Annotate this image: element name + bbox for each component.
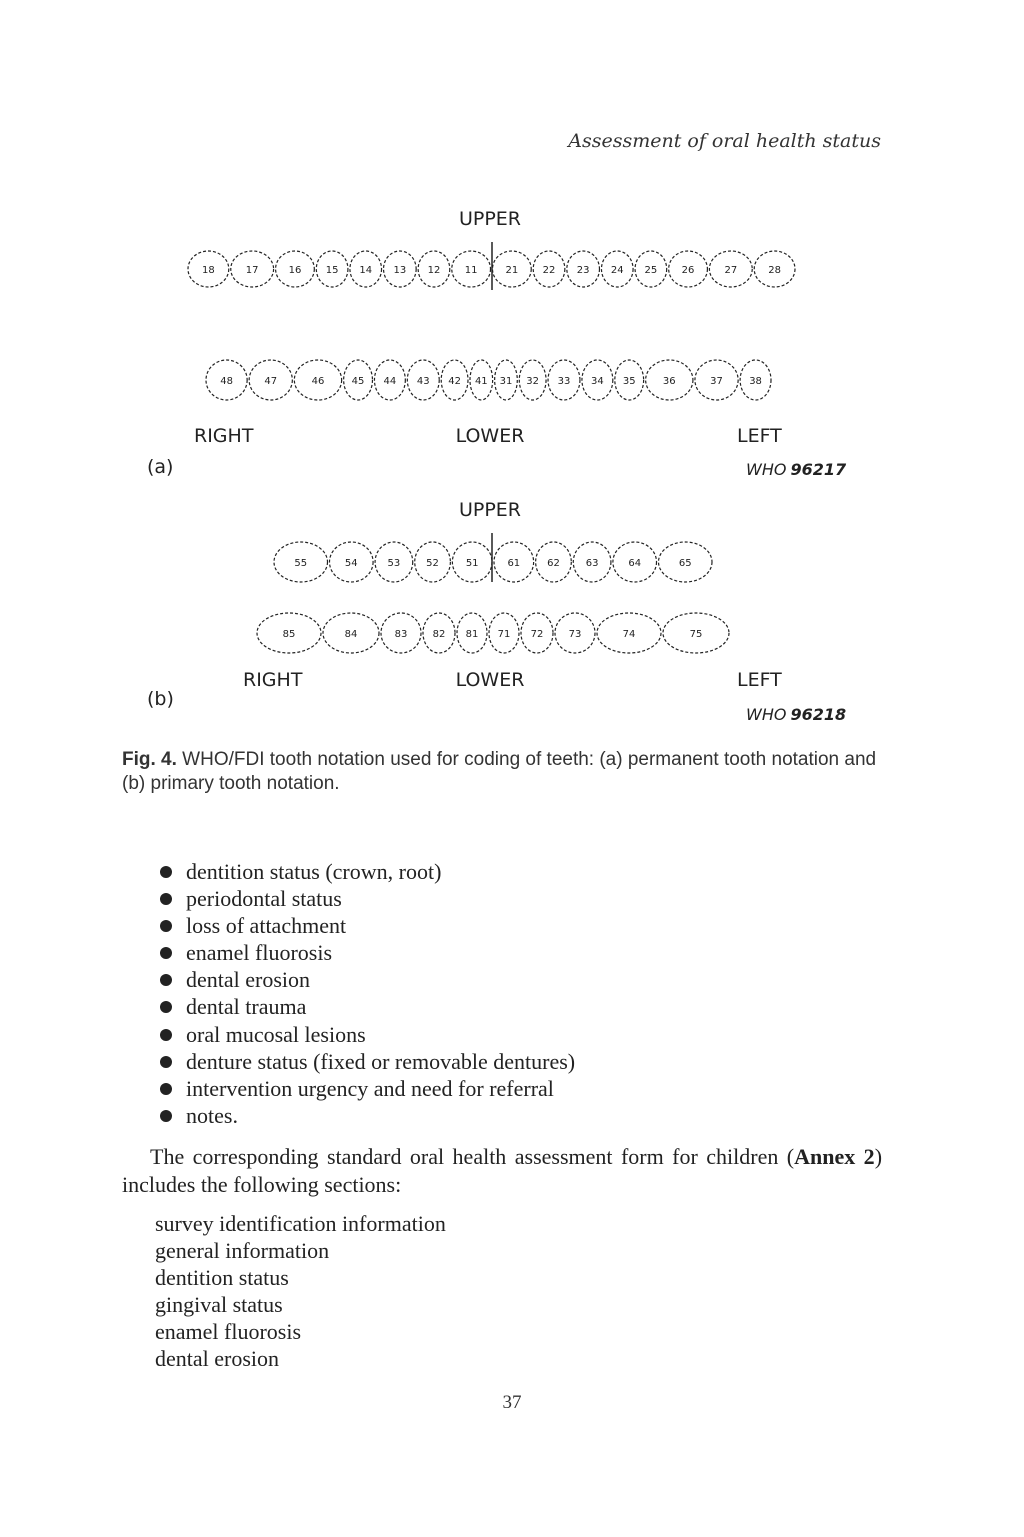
tooth-notation-figure	[0, 190, 1024, 740]
list-item: gingival status	[155, 1292, 283, 1318]
list-item: dentition status	[155, 1265, 289, 1291]
tooth-number: 28	[768, 265, 781, 276]
bullet-list	[160, 858, 575, 1129]
tooth-number: 64	[628, 558, 642, 569]
right-label-a: RIGHT	[194, 425, 254, 447]
lower-arch-a	[206, 360, 771, 400]
list-item: denture status (fixed or removable dentures)	[160, 1048, 575, 1075]
upper-arch-b	[274, 542, 712, 582]
tooth-number: 18	[202, 265, 215, 276]
tooth-number: 41	[474, 376, 488, 387]
body-paragraph: The corresponding standard oral health assessment form for children (Annex 2) includes the following sections:	[122, 1144, 883, 1197]
list-item: notes.	[160, 1102, 575, 1129]
page-number: 37	[502, 1392, 522, 1413]
annex-reference: Annex 2	[794, 1144, 875, 1169]
tooth-number: 35	[622, 376, 636, 387]
sections-list	[155, 1210, 446, 1373]
list-item: general information	[155, 1238, 330, 1264]
list-item: oral mucosal lesions	[160, 1021, 575, 1048]
panel-b	[147, 499, 846, 724]
tooth-number: 74	[622, 629, 636, 640]
tooth-number: 48	[220, 376, 233, 387]
tooth-number: 71	[497, 629, 511, 640]
list-item: dental erosion	[155, 1346, 280, 1372]
tooth-number: 34	[591, 376, 604, 387]
caption-text: WHO/FDI tooth notation used for coding of teeth: (a) permanent tooth notation and (b) primary tooth notation.	[122, 749, 877, 794]
panel-a	[147, 208, 847, 479]
tooth-number: 37	[710, 376, 723, 387]
tooth-number: 53	[387, 558, 401, 569]
list-item: dental trauma	[160, 993, 575, 1020]
list-item: periodontal status	[160, 885, 575, 912]
tooth-number: 62	[547, 558, 560, 569]
list-item: enamel fluorosis	[155, 1319, 302, 1345]
tooth-number: 52	[426, 558, 439, 569]
tooth-number: 47	[264, 376, 278, 387]
lower-arch-b	[257, 613, 729, 653]
left-label-a: LEFT	[737, 425, 782, 447]
tooth-number: 21	[505, 265, 519, 276]
tooth-number: 46	[311, 376, 325, 387]
right-label-b: RIGHT	[243, 669, 303, 691]
tooth-number: 73	[568, 629, 582, 640]
list-item: dental erosion	[160, 966, 575, 993]
list-item: enamel fluorosis	[160, 939, 575, 966]
tooth-number: 81	[465, 629, 479, 640]
tooth-number: 36	[662, 376, 676, 387]
tooth-number: 38	[749, 376, 762, 387]
tooth-number: 43	[416, 376, 430, 387]
left-label-b: LEFT	[737, 669, 782, 691]
tooth-number: 32	[526, 376, 540, 387]
list-item: dentition status (crown, root)	[160, 858, 575, 885]
tooth-number: 72	[530, 629, 544, 640]
tooth-number: 11	[464, 265, 478, 276]
tooth-number: 55	[294, 558, 308, 569]
tooth-number: 23	[576, 265, 590, 276]
tooth-number: 65	[678, 558, 692, 569]
list-item: loss of attachment	[160, 912, 575, 939]
list-item: survey identification information	[155, 1211, 446, 1236]
upper-label-b: UPPER	[458, 499, 522, 521]
caption-label: Fig. 4.	[122, 749, 177, 770]
tooth-number: 44	[383, 376, 397, 387]
tooth-number: 26	[681, 265, 695, 276]
tooth-number: 33	[557, 376, 571, 387]
panel-label-b: (b)	[147, 688, 174, 710]
tooth-number: 61	[507, 558, 521, 569]
tooth-number: 14	[359, 265, 373, 276]
tooth-number: 45	[351, 376, 365, 387]
tooth-number: 54	[344, 558, 358, 569]
tooth-number: 75	[689, 629, 703, 640]
tooth-number: 12	[427, 265, 441, 276]
tooth-number: 16	[288, 265, 302, 276]
tooth-number: 85	[282, 629, 296, 640]
who-code-b: WHO 96218	[746, 705, 847, 724]
running-head: Assessment of oral health status	[568, 130, 881, 152]
lower-label-b: LOWER	[455, 669, 525, 691]
tooth-number: 83	[394, 629, 408, 640]
tooth-number: 17	[245, 265, 259, 276]
tooth-number: 13	[393, 265, 407, 276]
tooth-number: 25	[644, 265, 658, 276]
tooth-number: 15	[325, 265, 339, 276]
who-code-a: WHO 96217	[746, 460, 847, 479]
lower-label-a: LOWER	[455, 425, 525, 447]
tooth-number: 51	[465, 558, 479, 569]
tooth-number: 31	[499, 376, 513, 387]
figure-caption	[122, 748, 902, 796]
list-item: intervention urgency and need for referral	[160, 1075, 575, 1102]
tooth-number: 42	[448, 376, 461, 387]
tooth-number: 84	[344, 629, 358, 640]
tooth-number: 63	[585, 558, 599, 569]
tooth-number: 27	[724, 265, 738, 276]
panel-label-a: (a)	[147, 456, 174, 478]
tooth-number: 24	[610, 265, 624, 276]
tooth-number: 82	[432, 629, 446, 640]
tooth-number: 22	[542, 265, 556, 276]
upper-label-a: UPPER	[458, 208, 522, 230]
